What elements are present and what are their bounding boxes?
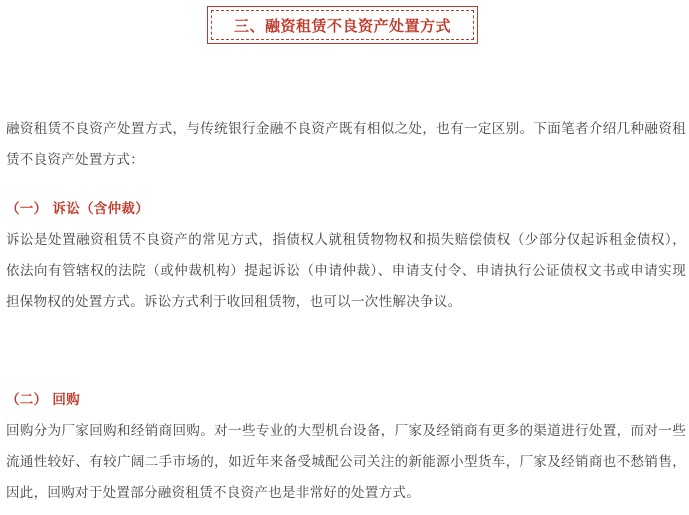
section-heading-buyback: （二） 回购 <box>6 392 80 408</box>
section-heading-litigation: （一） 诉讼（含仲裁） <box>6 201 149 217</box>
section-body-buyback: 回购分为厂家回购和经销商回购。对一些专业的大型机台设备，厂家及经销商有更多的渠道进行处置，而对一些流通性较好、有较广阔二手市场的，如近年来备受城配公司关注的新能源小型货车，厂家及经销商也不愁销售，因此，回购对于处置部分融资租赁不良资产也是非常好的处置方式。 <box>6 423 686 501</box>
intro-paragraph: 融资租赁不良资产处置方式，与传统银行金融不良资产既有相似之处，也有一定区别。下面笔者介绍几种融资租赁不良资产处置方式： <box>6 121 686 168</box>
section-body-litigation: 诉讼是处置融资租赁不良资产的常见方式，指债权人就租赁物物权和损失赔偿债权（少部分仅起诉租金债权），依法向有管辖权的法院（或仲裁机构）提起诉讼（申请仲裁）、申请支付令、申请执行公证债权文书或申请实现担保物权的处置方式。诉讼方式利于收回租赁物，也可以一次性解决争议。 <box>6 232 686 310</box>
section-title-box <box>207 6 478 44</box>
section-title: 三、融资租赁不良资产处置方式 <box>211 10 474 40</box>
